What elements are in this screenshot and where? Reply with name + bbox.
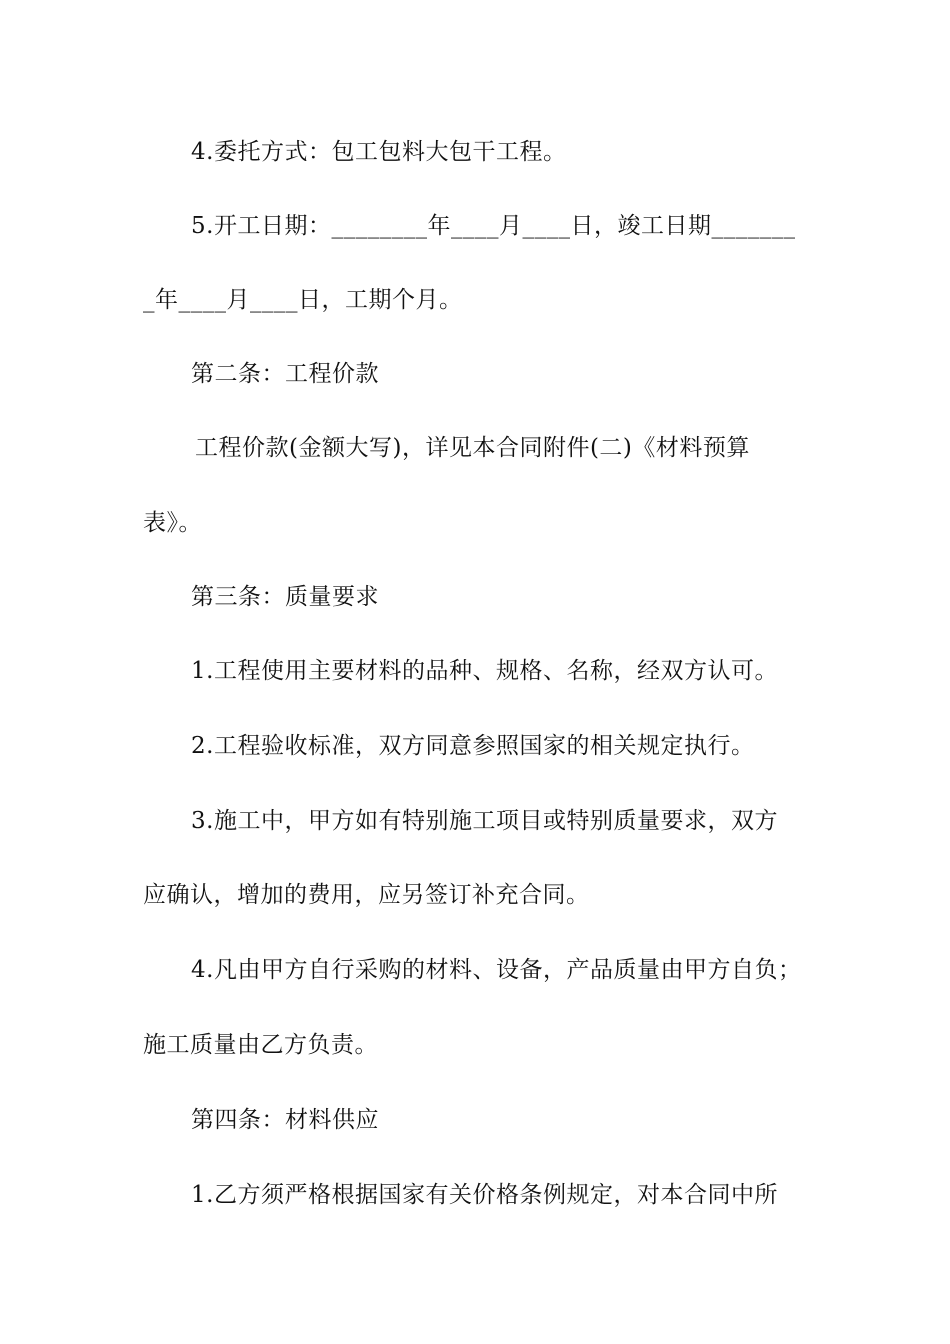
article-4-heading: 第四条：材料供应 — [191, 1107, 379, 1133]
article-3-item-2: 2.工程验收标准，双方同意参照国家的相关规定执行。 — [191, 733, 755, 759]
article-3-item-1: 1.工程使用主要材料的品种、规格、名称，经双方认可。 — [191, 658, 778, 684]
clause-item-start-date-continued: _年____月____日，工期个月。 — [143, 287, 463, 313]
article-2-paragraph-continued: 表》。 — [143, 510, 202, 536]
article-3-item-3: 3.施工中，甲方如有特别施工项目或特别质量要求，双方 — [191, 808, 778, 834]
article-2-paragraph: 工程价款(金额大写)，详见本合同附件(二)《材料预算 — [195, 435, 750, 461]
article-3-item-3-continued: 应确认，增加的费用，应另签订补充合同。 — [143, 882, 590, 908]
article-3-heading: 第三条：质量要求 — [191, 584, 379, 610]
article-3-item-4-continued: 施工质量由乙方负责。 — [143, 1032, 378, 1058]
article-2-heading: 第二条：工程价款 — [191, 361, 379, 387]
article-3-item-4: 4.凡由甲方自行采购的材料、设备，产品质量由甲方自负； — [191, 957, 802, 983]
article-4-item-1: 1.乙方须严格根据国家有关价格条例规定，对本合同中所 — [191, 1182, 778, 1208]
clause-item-start-date: 5.开工日期：________年____月____日，竣工日期_______ — [191, 213, 796, 239]
clause-item-delegation-method: 4.委托方式：包工包料大包干工程。 — [191, 139, 567, 165]
